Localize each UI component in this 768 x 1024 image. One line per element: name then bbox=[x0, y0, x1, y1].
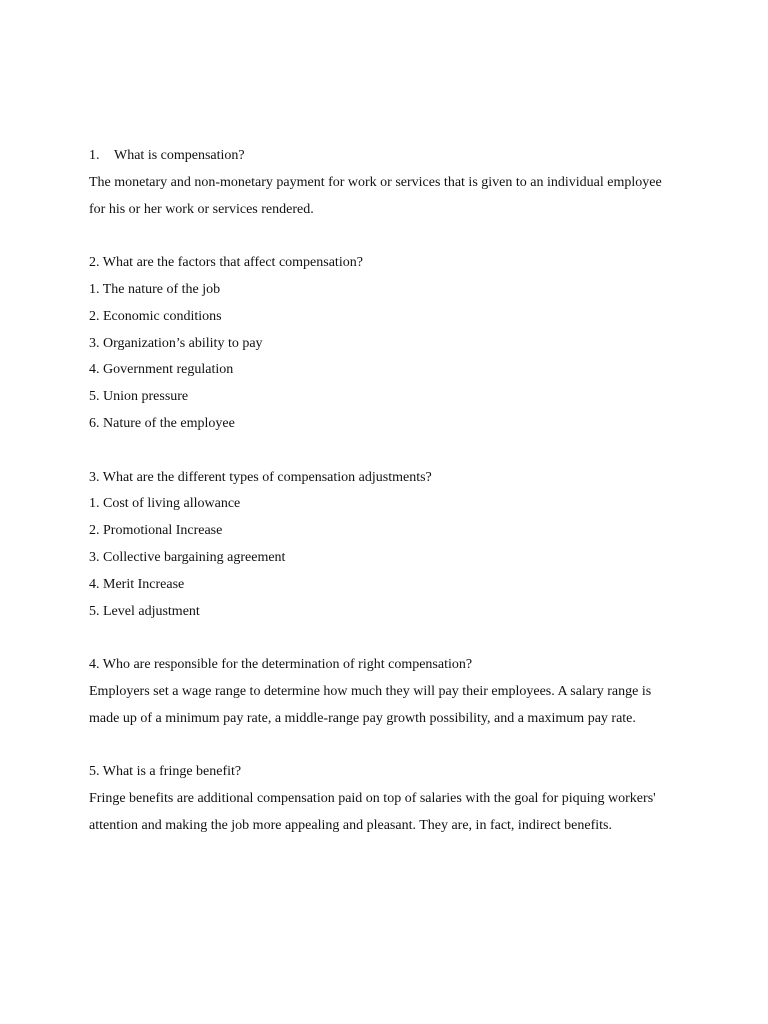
list-item: 3. Organization’s ability to pay bbox=[89, 335, 263, 351]
section-gap bbox=[89, 733, 689, 760]
question-2-heading: 2. What are the factors that affect compensation? bbox=[89, 255, 363, 271]
list-item: 5. Level adjustment bbox=[89, 603, 200, 619]
list-item: 6. Nature of the employee bbox=[89, 415, 235, 431]
question-1-answer: The monetary and non-monetary payment for work or services that is given to an individual employee for his or her work or services rendered. bbox=[89, 174, 662, 217]
question-4-section bbox=[89, 652, 689, 732]
list-item: 2. Economic conditions bbox=[89, 308, 222, 324]
document-content bbox=[89, 143, 689, 840]
list-item: 4. Government regulation bbox=[89, 362, 234, 378]
question-1-text: What is compensation? bbox=[114, 148, 245, 163]
list-item: 1. The nature of the job bbox=[89, 281, 221, 297]
question-4-heading: 4. Who are responsible for the determination of right compensation? bbox=[89, 657, 473, 673]
section-gap bbox=[89, 438, 689, 465]
question-1-heading bbox=[89, 143, 689, 170]
question-5-section bbox=[89, 759, 689, 839]
list-item: 5. Union pressure bbox=[89, 389, 189, 405]
section-gap bbox=[89, 625, 689, 652]
list-item: 1. Cost of living allowance bbox=[89, 496, 241, 512]
question-3-section bbox=[89, 465, 689, 626]
question-5-heading: 5. What is a fringe benefit? bbox=[89, 764, 242, 780]
list-item: 3. Collective bargaining agreement bbox=[89, 549, 286, 565]
question-3-heading: 3. What are the different types of compensation adjustments? bbox=[89, 469, 432, 485]
question-5-answer: Fringe benefits are additional compensation paid on top of salaries with the goal for piquing workers' attention and making the job more appealing and pleasant. They are, in fact, indirect benefits. bbox=[89, 791, 656, 833]
question-1-number: 1. bbox=[89, 148, 100, 163]
question-2-section bbox=[89, 250, 689, 438]
list-item: 4. Merit Increase bbox=[89, 576, 185, 592]
list-item: 2. Promotional Increase bbox=[89, 523, 223, 539]
question-4-answer: Employers set a wage range to determine how much they will pay their employees. A salary range is made up of a minimum pay rate, a middle-range pay growth possibility, and a maximum pay rate. bbox=[89, 683, 652, 726]
section-gap bbox=[89, 223, 689, 250]
question-1-section bbox=[89, 143, 689, 223]
